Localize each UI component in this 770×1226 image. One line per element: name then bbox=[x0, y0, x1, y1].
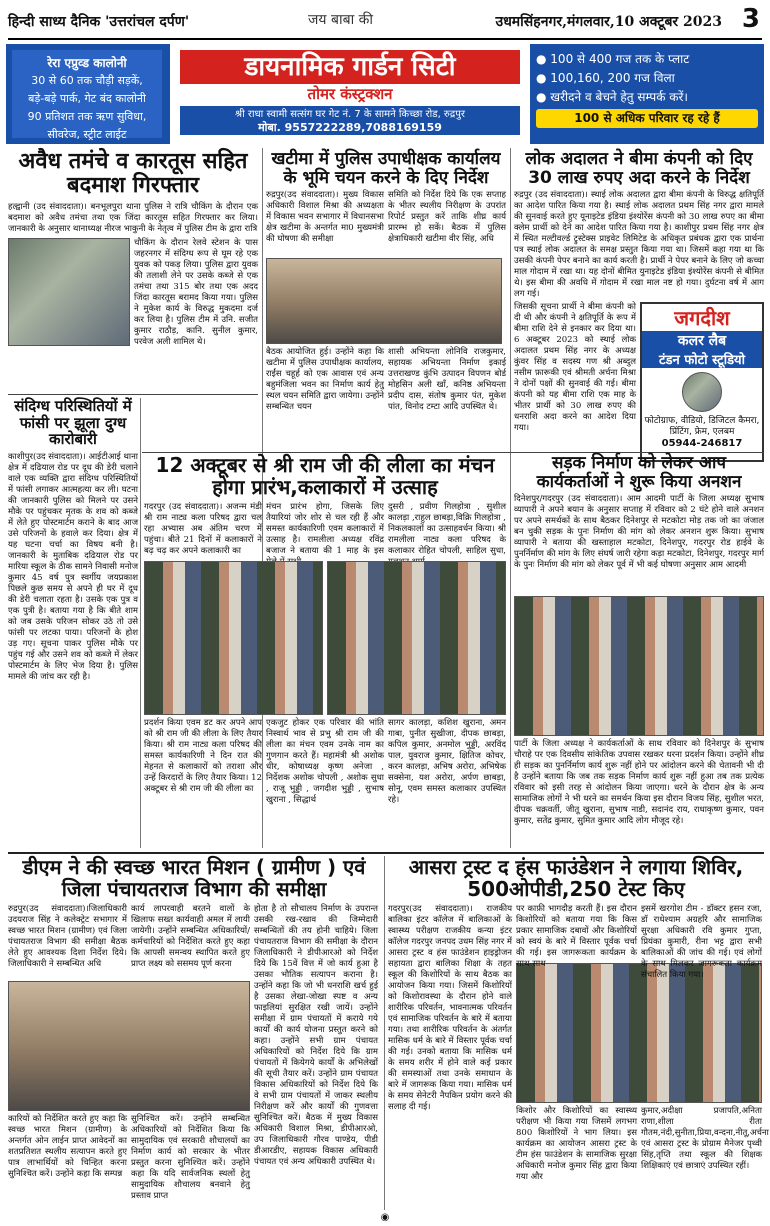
section-divider bbox=[8, 394, 258, 395]
health-camp-photo bbox=[516, 963, 762, 1103]
article-body: गदरपुर(उद संवाददाता)। राजकीय बालिका इंटर कॉलेज में बालिकाओं के स्वास्थ्य परीक्षण राजकीय कन्या इंटर कॉलेज गदरपुर जनपद उधम सिंह नगर में आसरा ट्रस्ट व हंस फाउंडेशन हाइड्रोजन सहायता द्वारा बालिका शिक्षा के तहत स्कूल की किशोरियों के साथ बैठक का आयोजन किया गया। जिसमें किशोरियों को किशोरावस्था के दौरान होने वाले शारीरिक परिवर्तन, भावनात्मक परिवर्तन एवं सामाजिक परिवर्तन के बारे में बताया गया। तथा शारीरिक परिवर्तन के अंतर्गत मासिक धर्म के बारे में विस्तार पूर्वक चर्चा की गई। उनको बताया कि मासिक धर्म के समय शरीर में होने वाले कई प्रकार की समस्याओं तथा उनके समाधान के बारे में जागरूक किया गया। मासिक धर्म के समय सेनेटरी नैपकिन प्रयोग करने की सलाह दी गई। bbox=[388, 904, 512, 1112]
headline: डीएम ने की स्वच्छ भारत मिशन ( ग्रामीण ) एवं जिला पंचायतराज विभाग की समीक्षा bbox=[22, 855, 366, 901]
ad-left-line: सीवरेज, स्ट्रीट लाईट bbox=[47, 128, 127, 141]
article-body: गदरपुर (उद संवाददाता)। अजन्म मंडी श्री राम नाट्य कला परिषद द्वारा चल रहा अभ्यास अब अंतिम चरण में पहुंचा। बीते 21 दिनों में कलाकारों ने बढ़ चढ़ कर अपने कलाकारी का bbox=[144, 502, 262, 556]
ad-brand: डायनामिक गार्डन सिटी bbox=[180, 50, 520, 84]
article-body: कारियों को निर्देशित करते हुए कहा कि स्वच्छ भारत मिशन (ग्रामीण) के अन्तर्गत ओन लाईन प्राप्त आवेदनों का शतप्रतिशत स्थलीय सत्यापन करते हुए पात्र लाभार्थियों को चिन्हित करना सुनिश्चित करें। उन्होंने कहा कि सम्पन्न bbox=[8, 1114, 127, 1179]
column-divider bbox=[384, 856, 385, 1210]
article-body: मंचन प्रारंभ होगा, जिसके लिए तैयारियां जोर शोर से चल रही हैं और समस्त कार्यकारिणी एवम कलाकारों में उत्साह है। रामलीला अध्यक्ष रविंद्र बजाज ने बताया की 1 माह के इस bbox=[266, 502, 384, 556]
paper-name: हिन्दी साध्य दैनिक 'उत्तरांचल दर्पण' bbox=[8, 14, 190, 30]
review-meeting-photo bbox=[8, 981, 250, 1111]
article-body: चौकिंग के दौरान रेलवे स्टेशन के पास जहरनगर में संदिग्ध रूप से घूम रहे एक युवक को पकड़ लिया। पुलिस द्वारा युवक की तलाशी लेने पर उसके कब्जे से एक तमंचा तथा 315 बोर तथा एक अदद जिंदा कारतूस बरामद किया गया। पुलिस ने मुकेश कार्य के विरुद्ध मुकदमा दर्ज कर लिया है। पुलिस टीम में उनि. सजीत कुमार राठौड़, कानि. सुनील कुमार, परवेज अली शामिल थे। bbox=[134, 238, 258, 348]
article-body: प्रदर्शन किया एवम डट कर अपने आप को श्री राम जी की लीला के लिए तैयार किया। श्री राम नाट्य कला परिषद की समस्त कार्यकारिणी ने दिन रात की मेहनत से कलाकारों को तराशा और उन्हें किरदारों के लिए तैयार किया। 12 अक्टूबर से श्री राम जी की लीला का bbox=[144, 718, 262, 794]
article-body: हल्द्वानी (उद संवाददाता)। बनभूलपुरा थाना पुलिस ने रात्रि चौकिंग के दौरान एक बदमाश को अवैध तमंचा तथा एक जिंदा कारतूस सहित गिरफ्तार कर लिया। जानकारी के अनुसार थानाध्यक्ष नीरज भाकुनी के नेतृत्व में पुलिस टीम के द्वारा रात्रि bbox=[8, 202, 258, 235]
article-body: कुमार,अदीक्षा प्रजापति,अनिता राणा,शीला रीता गौतम,नंदी,सुनीता,प्रिया,वन्दना,नीतू,अर्चना एवं आसरा ट्रस्ट के प्रोग्राम मैनेजर पृथ्वी सिंह,तृप्ति तथा स्कूल की शिक्षक शिक्षिकाएं एवं छात्राएं उपस्थित रहीं। bbox=[641, 1106, 769, 1171]
masthead-center: जय बाबा की bbox=[308, 12, 374, 28]
ad-mobile: मोबा. 9557222289,7088169159 bbox=[180, 120, 520, 135]
ad-address: श्री राधा स्वामी सत्संग घर गेट नं. 7 के सामने किच्छा रोड, रुद्रपुर bbox=[180, 106, 520, 120]
headline: खटीमा में पुलिस उपाधीक्षक कार्यालय के भूमि चयन करने के दिए निर्देश bbox=[271, 149, 501, 188]
dateline: उधमसिंहनगर,मंगलवार,10 अक्टूबर 2023 bbox=[495, 14, 722, 30]
article-body: होता है तो सौचालय निर्माण के उपरान्त उसकी रख-रखाव की जिम्मेदारी सम्बन्धितों की तय होनी चाहिये। जिला पंचायतराज विभाग की समीक्षा के दौरान जिलाधिकारी ने डीपीआरओ को निर्देश दिये कि 15वें वित्त में जो कार्य हुआ है उसका भौतिक सत्यापन कराना है। उन्होंने कहा कि जो भी धनराशि खर्च हुई है उसका लेखा-जोखा स्पष्ट व अन्य फाइलियां सुरक्षित रखी जायें। उन्होंने समीक्षा में ग्राम पंचायतों में कराये गये कार्यों की कार्य योजना प्रस्तुत करने को कहा। उन्होंने सभी ग्राम पंचायत अधिकारियों को निर्देश दिये कि ग्राम पंचायतों में कियेगये कार्यों के अभिलेखों की सूची तैयार करें। उन्होंने ग्राम पंचायत विकास अधिकारियों को निर्देश दिये कि वे सभी ग्राम पंचायतों में जाकर स्थलीय निरीक्षण करें और कार्यों की गुणवत्ता सुनिश्चित करें। बैठक में मुख्य विकास अधिकारी विशाल मिश्रा, डीपीआरओ, उप जिलाधिकारी गौरव पाण्डेय, पीडी डीआरडीए, सहायक विकास अधिकारी पंचायत एवं अन्य अधिकारी उपस्थित थे। bbox=[254, 904, 378, 1167]
article-body: सागर कालड़ा, कशिश खुराना, अमन गाबा, पुनीत सुखीजा, दीपक छाबड़ा, कपिल कुमार, अनमोल भुड्डी, अरविंद पाल, युवराज कुमार, क्षितिज कोचर, करन कालड़ा, अभिष अरोरा, अभिषेक सक्सेना, यश अरोरा, अर्पण छाबड़ा, सोनू, एवम समस्त कलाकार उपस्थित रहे। bbox=[388, 718, 506, 805]
article-body: दुसरी , प्रवीण गिलहोत्रा , सुशील कालड़ा ,राहुल छाबड़ा,विक्रि गिलहोत्रा , निकलकालों का उत्साहवर्धन किया। श्री रामलीला नाट्य कला परिषद के कलाकार रोहित चोपली, साहिल सुधा, bbox=[388, 502, 506, 556]
top-advertisement bbox=[6, 44, 764, 144]
headline: अवैध तमंचे व कारतूस सहित बदमाश गिरफ्तार bbox=[18, 149, 248, 199]
ad-right-tag: 100 से अधिक परिवार रह रहे हैं bbox=[536, 109, 758, 128]
jagdish-ad bbox=[640, 302, 764, 462]
jagdish-ad-name: जगदीश bbox=[674, 306, 730, 331]
article-body: सुनिश्चित करें। उन्होंने सम्बन्धित अधिकारियों को निर्देशित किया कि सामुदायिक एवं सरकारी शौचालयों का निर्माण कार्य को सरकार के भीतर प्रस्तुत करना सुनिश्चित करें। उन्होंने कहा कि यदि सार्वजनिक स्थलों हेतु सामुदायिक शौचालय बनवाने हेतु प्रस्ताव प्राप्त bbox=[131, 1114, 250, 1201]
ad-left-line: रेरा एप्रुव्ड कालोनी bbox=[47, 56, 127, 70]
article-body: इसमें खरगोश टीम - डॉक्टर हसन रजा, डॉ राधेश्याम अग्रहरि और सामाजिक सुरक्षा अधिकारी रवि कुमार गुप्ता, प्रियंका कुमारी, रीना भट्ट द्वारा सभी बालिकाओं की जांच की गई। एवं लोगों के साथ मिलकर जागरूकता कार्यक्रम संचालित किया गया। bbox=[641, 904, 762, 980]
article-aasra-trust bbox=[388, 855, 769, 1210]
headline: सड़क निर्माण को लेकर आप कार्यकर्ताओं ने शुरू किया अनशन bbox=[536, 453, 742, 492]
ad-left-line: बड़े-बड़े पार्क, गेट बंद कालोनी bbox=[28, 92, 146, 105]
jagdish-ad-line3: फोटोग्राफ, वीडियो, डिजिटल कैमरा, प्रिंटिंग, फ्रेम, एलबम bbox=[644, 416, 760, 438]
article-body: एकजुट होकर एक परिवार की भांति निस्वार्थ भाव से प्रभु श्री राम जी की लीला का मंचन एवम उनके नाम का गुणगान करते हैं। महामंत्री श्री अशोक धीर, कोषाध्यक्ष कृष्ण अनेजा , निर्देशक अशोक चोपली , अशोक सुधा , राजू भुड्डी , जगदीश भुड्डी , सुभाष खुराना , सिद्धार्थ bbox=[266, 718, 384, 805]
ad-left-line: 90 प्रतिशत तक ऋण सुविधा, bbox=[27, 110, 147, 123]
ad-right-panel bbox=[536, 50, 758, 128]
article-body: पार्टी के जिला अध्यक्ष ने कार्यकर्ताओं के साथ रविवार को दिनेशपुर के सुभाष चौराहे पर एक दिवसीय सांकेतिक उपवास रखकर धरना प्रदर्शन किया। उन्होंने शीघ्र ही सड़क का पुनर्निर्माण कार्य शुरू नहीं होने पर आंदोलन करने की चेतावनी भी दी है उन्होंने बताया कि जब तक सड़क निर्माण कार्य शुरू नहीं हुआ तब तक प्रत्येक रविवार को इसी तरह से आंदोलन किया जाएगा। धरने के दौरान क्षेत्र के अन्य सामाजिक लोगों ने भी धरने का समर्थन किया इस दौरान विजय सिंह, सुशील भरत, दीपक चक्रवर्ती, जीतू खुराना, सुभाष नाडी, सदानंद राय, राधाकृष्ण कुमार, पवन कुमार, सतेंद्र कुमार, सुमित कुमार आदि लोग मौजूद रहे। bbox=[514, 739, 764, 827]
ad-left-line: 30 से 60 तक चौड़ी सड़कें, bbox=[31, 74, 143, 87]
ad-right-line: ● 100 से 400 गज तक के प्लाट bbox=[536, 52, 690, 66]
bullet-icon: ● bbox=[536, 71, 551, 85]
headline: आसरा ट्रस्ट द हंस फाउंडेशन ने लगाया शिविर, 500ओपीडी,250 टेस्ट किए bbox=[408, 855, 744, 901]
article-lok-adalat bbox=[514, 150, 764, 450]
article-body: रुद्रपुर(उद संवाददाता)।जिलाधिकारी उदयराज सिंह ने कलेक्ट्रेट सभागार में स्वच्छ भारत मिशन (ग्रामीण) एवं जिला पंचायतराज विभाग की समीक्षा बैठक लेते हुए आवश्यक दिशा निर्देश दिये। जिलाधिकारी ने सम्बन्धित अधि bbox=[8, 904, 127, 969]
article-dairy-businessman bbox=[8, 398, 138, 848]
ad-right-line: ● 100,160, 200 गज विला bbox=[536, 71, 675, 85]
jagdish-ad-line2: टंडन फोटो स्टूडियो bbox=[642, 350, 762, 368]
headline: संदिग्ध परिस्थितियों में फांसी पर झूला दुग्ध कारोबारी bbox=[14, 397, 132, 448]
article-body: पर काफ़ी भागदौड़ करती हैं। इस दौरान किशोरियों को बताया गया कि किस प्रकार सामाजिक दबावों और किशोरियों को स्वयं के बारे में विस्तार पूर्वक चर्चा की गई। इस जागरूकता कार्यक्रम के साथ-साथ bbox=[516, 904, 637, 969]
protest-photo bbox=[514, 596, 764, 736]
article-body: कार्य लापरवाही बरतने वालों के खिलाफ सख्त कार्यवाही अमल में लायी जायेगी। उन्होंने सम्बन्धित अधिकारियों/कर्मचारियों को निर्देशित करते हुए कहा कि आपसी समन्वय स्थापित करते हुए प्राप्त लक्ष्य को ससमय पूर्ण करना bbox=[131, 904, 250, 969]
ad-center-panel bbox=[170, 44, 530, 144]
meeting-photo bbox=[266, 258, 502, 344]
headline: 12 अक्टूबर से श्री राम जी की लीला का मंचन होगा प्रारंभ,कलाकारों में उत्साह bbox=[155, 453, 495, 499]
page-footer bbox=[0, 1212, 770, 1226]
article-body: बैठक आयोजित हुई। उन्होंने कहा कि खटीमा में पुलिस उपाधीक्षक कार्यालय, राईंस चहूर्ह को एक आवास एवं अन्य बहुमंजिला भवन का निर्माण कार्य हेतु स्थल चयन समिति द्वारा जायेगा। उन्होंने सम्बन्धित चयन bbox=[266, 347, 385, 413]
article-body: किशोर और किशोरियों का स्वास्थ्य परीक्षण भी किया गया जिसमें लगभग 800 किशोरियों ने भाग लिया। इस कार्यक्रम का आयोजन आसरा ट्रस्ट के टीम हंस फाउंडेशन के सामाजिक सुरक्षा अधिकारी मनोज कुमार सिंह द्वारा किया गया और bbox=[516, 1106, 637, 1182]
article-body: शासी अभियन्ता लोनिवि राजकुमार, सहायक अभियन्ता निर्माण इकाई उत्तराखण्ड कुंभि उत्पादन विपणन बोर्ड मोहसिन अली खाँ, कनिष्ठ अभियन्ता प्रदीप दास, संतोष कुमार पंत, मुकेश पांत, विनोद टम्टा आदि उपस्थित थे। bbox=[388, 347, 506, 413]
article-body: जिसकी सूचना प्रार्थी ने बीमा कंपनी को दी थी और कंपनी ने क्षतिपूर्ति के रूप में बीमा राशि देने से इनकार कर दिया था। 6 अक्टूबर 2023 को स्थाई लोक अदालत प्रथम सिंह नगर के अध्यक्ष कुंवर सिंह व सदस्य गण श्री अब्दुल नसीम फ़ारूकी एवं श्रीमती अर्चना मिश्रा ने दोनों पक्षों की सुनवाई की गई। बीमा कंपनी को यह बीमा राशि एक माह के भीतर प्रार्थी को 30 लाख रुपए की धनराशि अदा करने का आदेश दिया गया। bbox=[514, 302, 636, 434]
ad-right-line: ● खरीदने व बेचने हेतु सम्पर्क करें। bbox=[536, 90, 688, 104]
bullet-icon: ● bbox=[536, 52, 551, 66]
article-khatima-office bbox=[266, 150, 506, 450]
footer-ornament-icon: ◉ bbox=[380, 1212, 390, 1223]
article-ramleela bbox=[144, 454, 506, 848]
article-swachh-bharat bbox=[8, 856, 380, 1210]
police-photo bbox=[8, 238, 130, 346]
bullet-icon: ● bbox=[536, 90, 551, 104]
headline: लोक अदालत ने बीमा कंपनी को दिए 30 लाख रुपए अदा करने के निर्देश bbox=[525, 149, 753, 188]
jagdish-ad-line1: कलर लैब bbox=[642, 331, 762, 350]
article-body: रुद्रपुर (उद संवाददाता)। स्थाई लोक अदालत द्वारा बीमा कंपनी के विरुद्ध क्षतिपूर्ति का आदेश पारित किया गया है। स्थाई लोक अदालत प्रथम सिंह नगर द्वारा मामले की सुनवाई करते हुए यूनाइटेड इंडिया इंश्योरेंस कंपनी को 30 लाख रुपए का बीमा क्लेम प्रार्थी को देने का आदेश पारित किया गया है। काशीपुर प्रथम सिंह नगर क्षेत्र में स्थित मल्टीवर्ल्ड ट्रुस्टेक्स प्राइवेट लिमिटेड के अधिकृत प्रबंधक द्वारा एक प्रार्थना पत्र स्थाई लोक अदालत के समक्ष प्रस्तुत किया गया था। जिसमें कहा गया था कि उसकी कंपनी पेपर बनाने का कार्य करती है। प्रार्थी ने पेपर बनाने के लिए जो कच्चा माल गोदाम में रखा था। यह दोनों बीमित युनाइटेड इंडिया इंश्योरेंस कंपनी से बीमित थे। इस बीमा की अवधि में गोदाम में रखा माल नष्ट हो गया। दुर्घटना वर्ष में आग लग गई। bbox=[514, 190, 764, 300]
ramleela-photo bbox=[327, 561, 506, 715]
article-body: रुद्रपुर(उद संवाददाता)। मुख्य विकास अधिकारी विशाल मिश्रा की अध्यक्षता में विकास भवन सभागार में विधानसभा क्षेत्र खटीमा के अन्तर्गत मा0 मुख्यमंत्री की घोषणा की समीक्षा bbox=[266, 190, 384, 245]
section-divider bbox=[8, 852, 764, 854]
column-divider bbox=[510, 148, 511, 848]
article-body: काशीपुर(उद संवाददाता)। आईटीआई थाना क्षेत्र में दढियाल रोड पर दूध की डेरी चलाने वाले एक व्यक्ति द्वारा संदिग्ध परिस्थितियों में फांसी लगाकर आत्महत्या कर ली। घटना की जानकारी पुलिस को मिलने पर उसने मौके पर पहुंचकर मृतक के शव को कब्जे में लेते हुए पोस्टमार्टम कराने के बाद आज उसे परिजनों के हवाले कर दिया। क्षेत्र में यह घटना चर्चा का विषय बनी है। जानकारी के मुताबिक दढियाल रोड पर मारिया स्कूल के ठीक सामने निवासी मनोज कुमार 45 वर्ष पुत्र स्वर्गीय जयप्रकाश पिछले कुछ समय से अपने ही घर में दूध की डेरी चलाता रहता है। उसके एक पुत्र व एक पुत्री है। बताया गया है कि बीते शाम को जब उसके परिजन सोकर उठे तो उसे फांसी पर लटका पाया। परिजनों के होश उड़ गए। सूचना पाकर पुलिस मौके पर पहुंच गई और उसने शव को कब्जे में लेकर पोस्टमार्टम के लिए भेज दिया है। पुलिस मामले की जांच कर रही है। bbox=[8, 451, 138, 682]
article-illegal-arms bbox=[8, 150, 258, 390]
column-divider bbox=[140, 398, 141, 848]
jagdish-ad-phone: 05944-246817 bbox=[661, 438, 743, 450]
page-number: 3 bbox=[741, 4, 760, 34]
article-body: समिति को निर्देश दिये कि एक सप्ताह के भीतर स्थलीय निरीक्षण के उपरांत रिपोर्ट प्रस्तुत करें ताकि शीघ्र कार्य प्रारम्भ हो सकें। बैठक में पुलिस क्षेत्राधिकारी खटीमा वीर सिंह, अधि bbox=[388, 190, 506, 245]
article-road-protest bbox=[514, 454, 764, 848]
ramleela-photo bbox=[144, 561, 323, 715]
masthead bbox=[8, 4, 762, 40]
article-body: दिनेशपुर/गदरपुर (उद संवाददाता)। आम आदमी पार्टी के जिला अध्यक्ष सुभाष व्यापारी ने अपने बयान के अनुसार सप्ताह में रविवार को 2 घंटे होने वाले अनशन पर अपने समर्थकों के साथ बैठकर दिनेशपुर से मटकोटा मोड़ तक जो का जंजाल बन चुकी सड़क के पुनः निर्माण की मांग को लेकर अनशन शुरू किया। सुभाष व्यापारी ने बताया की खस्ताहाल मटकोटा, दिनेशपुर, गदरपुर रोड हाईवे के पुनर्निर्माण की मांग के लिए संघर्ष जारी रहेगा कड़ा मटकोटा, दिनेशपुर, गदरपुर मार्ग के पुनः निर्माण की मांग को लेकर पूर्व में भी कई घोषणा अनुसार आम आदमी bbox=[514, 494, 764, 571]
ad-left-panel bbox=[12, 50, 162, 141]
ad-subbrand: तोमर कंस्ट्रक्शन bbox=[307, 85, 393, 103]
camera-icon bbox=[682, 372, 722, 412]
